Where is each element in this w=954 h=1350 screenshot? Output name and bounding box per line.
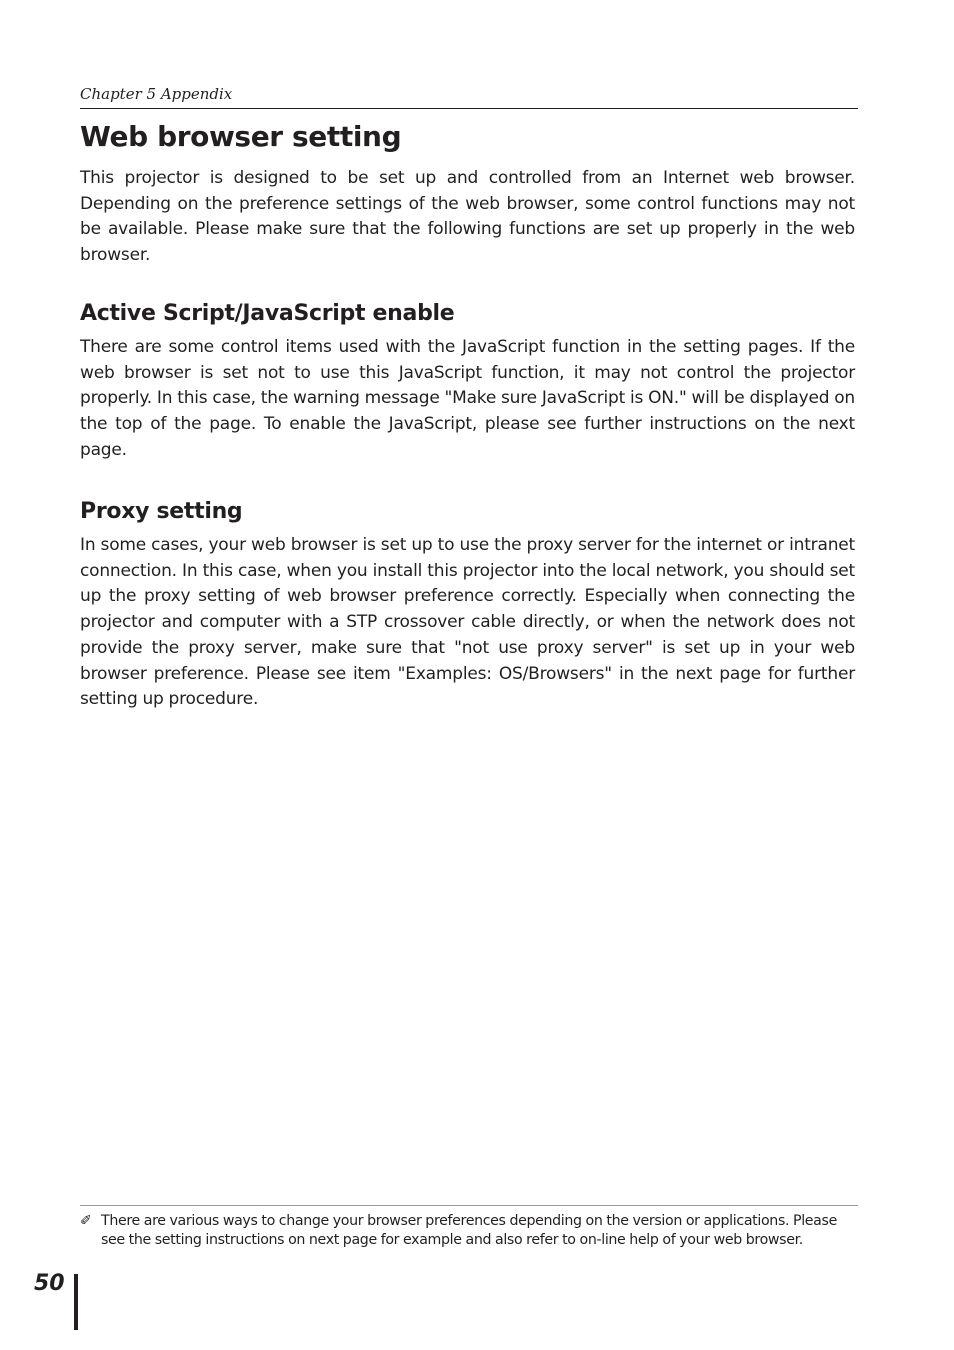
footnote-text: There are various ways to change your browser preferences depending on the version or applications. Please see the setting instructions on next page for example and also refer to on-line help of your web browser. [101, 1213, 837, 1249]
section-body-javascript: There are some control items used with the JavaScript function in the setting pages. If the web browser is set not to use this JavaScript function, it may not control the projector properly. In this case, the warning message "Make sure JavaScript is ON." will be displayed on the top of the page. To enable the JavaScript, please see further instructions on the next page. [80, 337, 855, 460]
page-number: 50 [34, 1271, 65, 1296]
section-body-proxy: In some cases, your web browser is set up to use the proxy server for the internet or intranet connection. In this case, when you install this projector into the local network, you should set up the proxy setting of web browser preference correctly. Especially when connecting the projector and computer with a STP crossover cable directly, or when the network does not provide the proxy server, make sure that "not use proxy server" is set up in your web browser preference. Please see item "Examples: OS/Browsers" in the next page for further setting up procedure. [80, 535, 855, 710]
page-title: Web browser setting [80, 120, 402, 153]
intro-paragraph: This projector is designed to be set up and controlled from an Internet web browser. Depending on the preference settings of the web browser, some control functions may not be available. Please make sure that the following functions are set up properly in the web browser. [80, 168, 855, 266]
chapter-label: Chapter 5 Appendix [80, 85, 233, 103]
section-heading-javascript: Active Script/JavaScript enable [80, 301, 455, 326]
pencil-note-icon: ✐ [80, 1213, 92, 1229]
page-number-bar [74, 1274, 78, 1330]
section-heading-proxy: Proxy setting [80, 499, 243, 524]
note-divider [80, 1205, 858, 1206]
running-header [80, 84, 858, 109]
